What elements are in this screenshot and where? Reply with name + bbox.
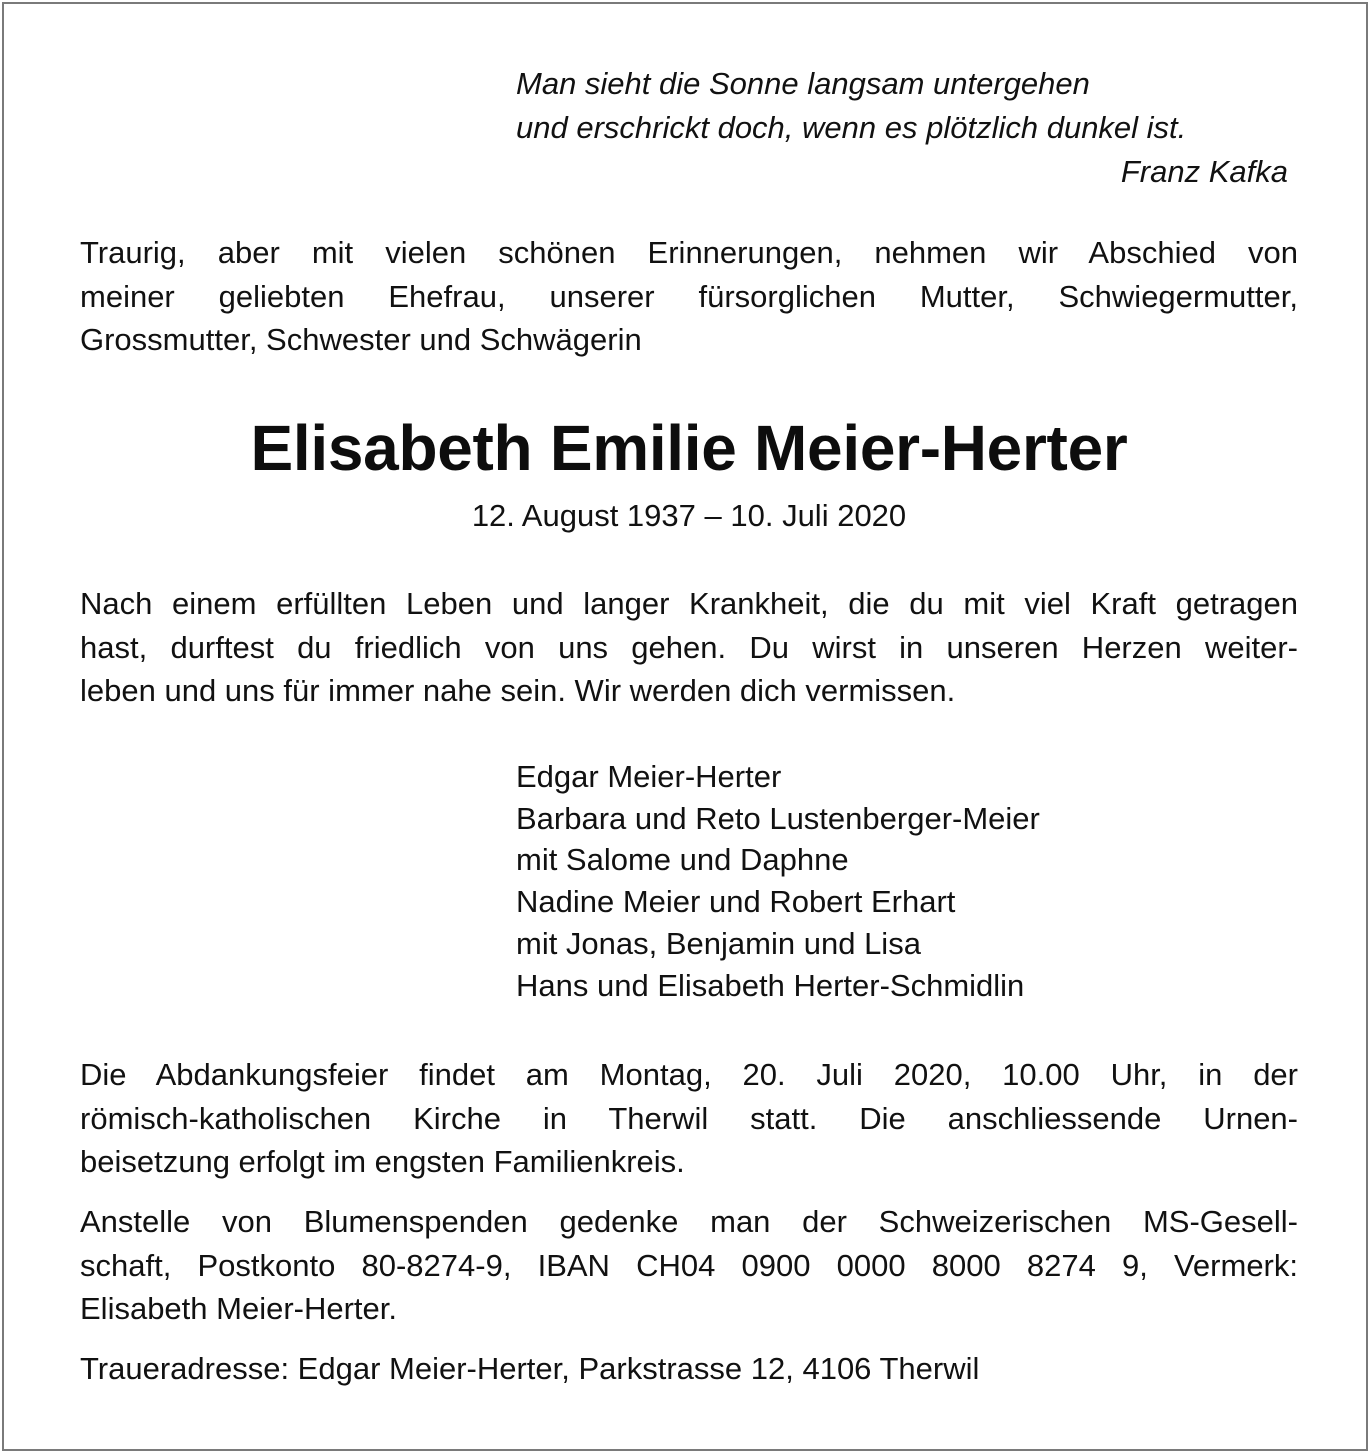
donation-paragraph bbox=[80, 1200, 1298, 1331]
ceremony-line: römisch-katholischen Kirche in Therwil statt. Die anschliessende Urnen- bbox=[80, 1100, 1298, 1136]
family-member: mit Jonas, Benjamin und Lisa bbox=[516, 925, 921, 961]
tribute-line: hast, durftest du friedlich von uns gehen. Du wirst in unseren Herzen weiter- bbox=[80, 629, 1298, 665]
quote-line: und erschrickt doch, wenn es plötzlich dunkel ist. bbox=[516, 110, 1187, 145]
kafka-quote bbox=[516, 62, 1288, 194]
tribute-line: Nach einem erfüllten Leben und langer Krankheit, die du mit viel Kraft getragen bbox=[80, 586, 1298, 621]
family-member: Edgar Meier-Herter bbox=[516, 759, 782, 794]
family-member: Nadine Meier und Robert Erhart bbox=[516, 884, 956, 920]
intro-line: Grossmutter, Schwester und Schwägerin bbox=[80, 322, 642, 357]
family-list bbox=[516, 756, 1040, 1006]
tribute-line: leben und uns für immer nahe sein. Wir werden dich vermissen. bbox=[80, 673, 956, 708]
intro-line: meiner geliebten Ehefrau, unserer fürsorglichen Mutter, Schwiegermutter, bbox=[80, 278, 1298, 314]
tribute-paragraph bbox=[80, 582, 1298, 713]
donation-line: Elisabeth Meier-Herter. bbox=[80, 1291, 398, 1326]
donation-line: Anstelle von Blumenspenden gedenke man der Schweizerischen MS-Gesell- bbox=[80, 1204, 1298, 1239]
quote-author: Franz Kafka bbox=[1120, 154, 1288, 189]
deceased-name: Elisabeth Emilie Meier-Herter bbox=[250, 412, 1128, 484]
mourning-address bbox=[80, 1347, 1298, 1391]
family-member: Barbara und Reto Lustenberger-Meier bbox=[516, 800, 1040, 836]
intro-paragraph bbox=[80, 231, 1298, 362]
donation-line: schaft, Postkonto 80-8274-9, IBAN CH04 0900 0000 8000 8274 9, Vermerk: bbox=[80, 1247, 1298, 1283]
family-member: Hans und Elisabeth Herter-Schmidlin bbox=[516, 967, 1025, 1003]
obituary-frame bbox=[2, 2, 1368, 1451]
family-member: mit Salome und Daphne bbox=[516, 842, 849, 878]
ceremony-paragraph bbox=[80, 1053, 1298, 1184]
ceremony-line: beisetzung erfolgt im engsten Familienkreis. bbox=[80, 1144, 685, 1179]
life-dates: 12. August 1937 – 10. Juli 2020 bbox=[471, 498, 907, 533]
ceremony-line: Die Abdankungsfeier findet am Montag, 20. Juli 2020, 10.00 Uhr, in der bbox=[80, 1057, 1298, 1092]
intro-line: Traurig, aber mit vielen schönen Erinnerungen, nehmen wir Abschied von bbox=[80, 235, 1298, 270]
address-line: Traueradresse: Edgar Meier-Herter, Parkstrasse 12, 4106 Therwil bbox=[80, 1351, 980, 1386]
quote-line: Man sieht die Sonne langsam untergehen bbox=[516, 66, 1090, 101]
